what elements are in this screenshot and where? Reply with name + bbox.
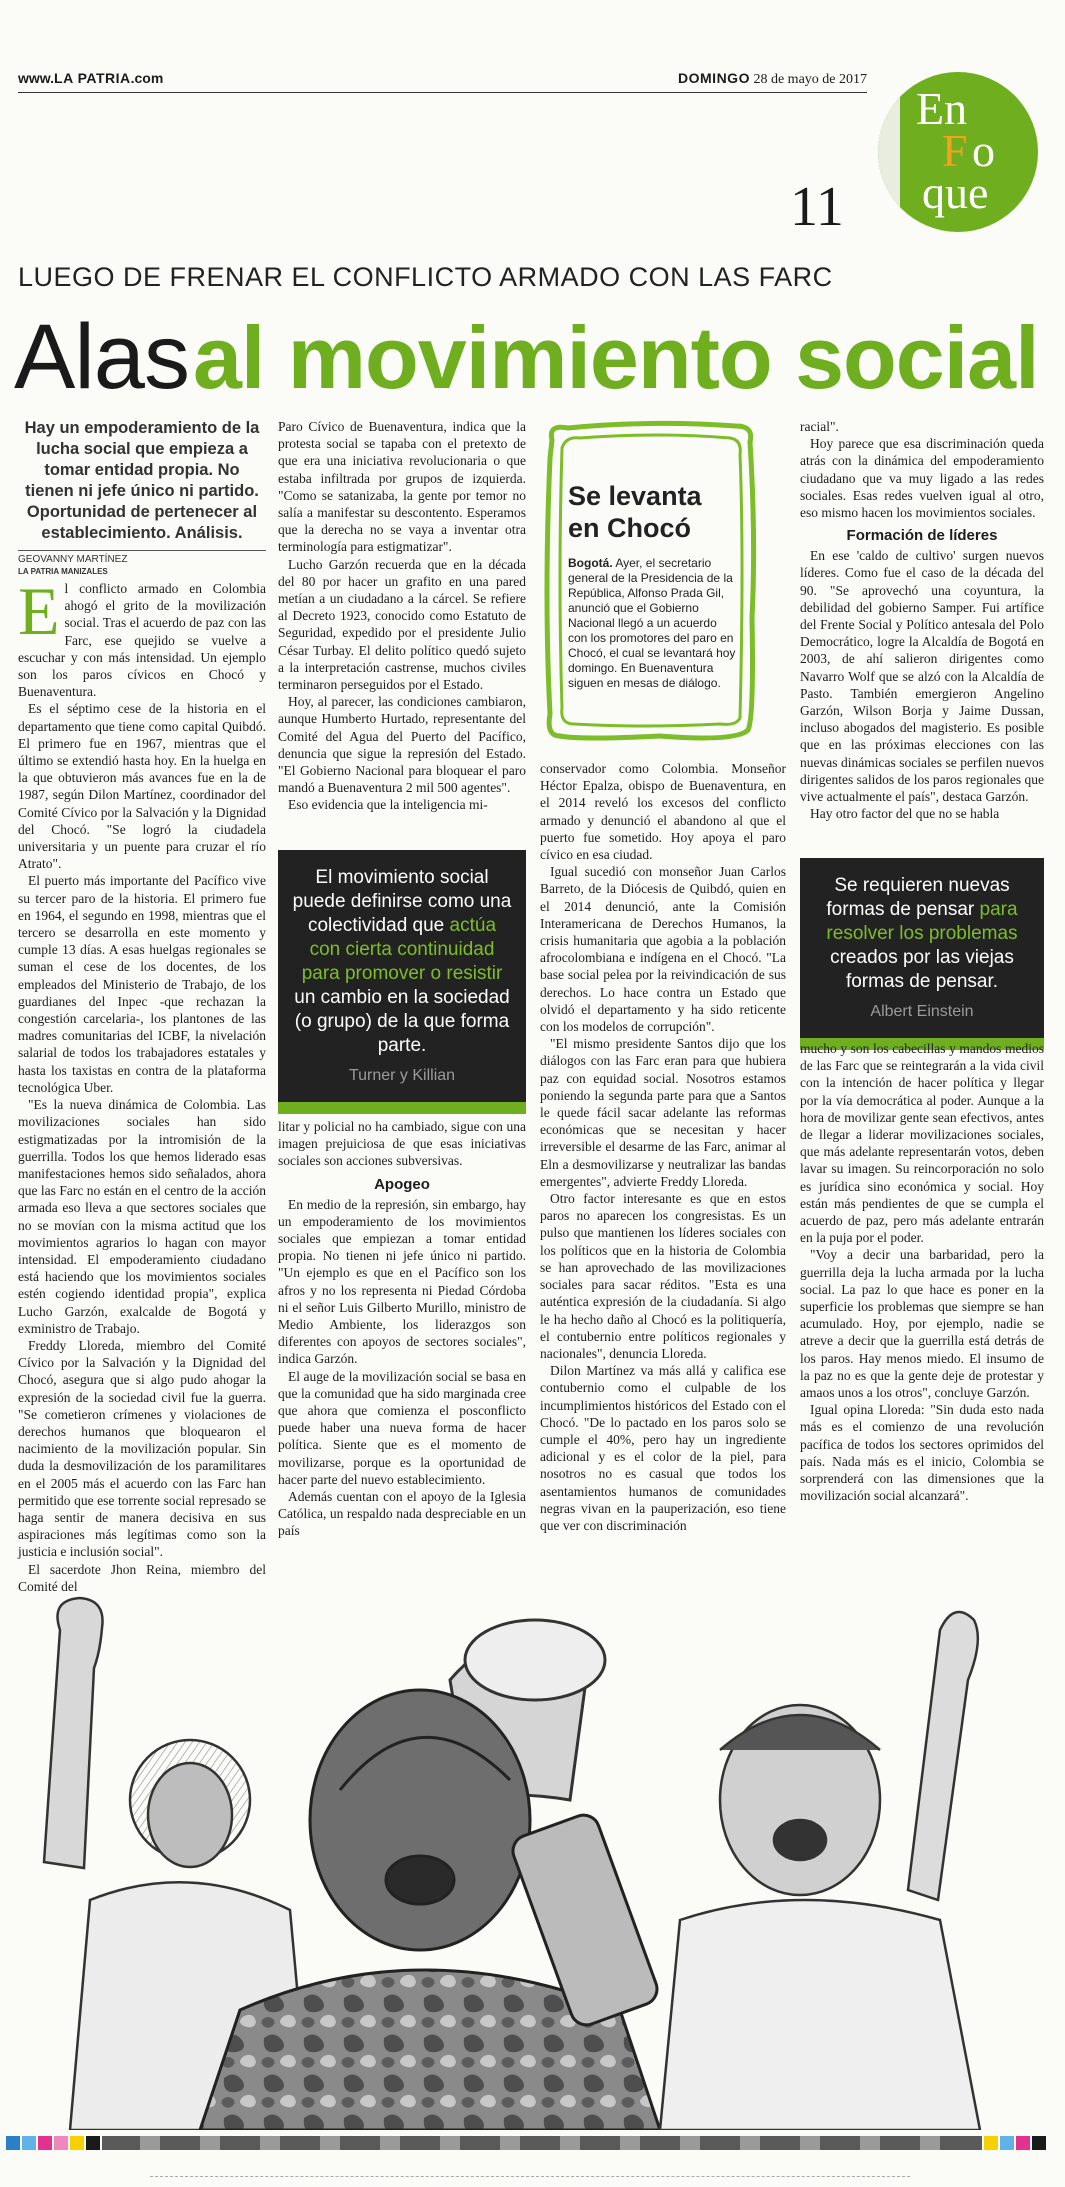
article-column-4-top: racial". Hoy parece que esa discriminación queda atrás con la dinámica del empoderamiento ciudadano que va muy ligado a las redes sociales. Esas redes vuelven igual al otro, eso mismo hacen los movimientos sociales. Formación de líderes En ese 'caldo de cultivo' surgen nuevos líderes. Como fue el caso de la década del 90. "Se aprovechó una coyuntura, la debilidad del gobierno Samper. Fui artífice del Frente Social y Político antesala del Polo Democrático, logre la Alcaldía de Bogotá en 2003, de ahí salieron dirigentes como Navarro Wolf que se alzó con la Alcaldía de Pasto. También emergieron Angelino Garzón, Wilson Borja y Jaime Dussan, incluso abogados del magisterio. Es posible que en las próximas elecciones con las nuevas dinámicas sociales se perfilen nuevos dirigentes salidos de los paros regionales que vive actualmente el país", destaca Garzón. Hay otro factor del que no se habla bbox=[800, 419, 1044, 822]
headline: Alas al movimiento social bbox=[14, 306, 1039, 408]
article-column-2-bottom: litar y policial no ha cambiado, sigue con una imagen prejuiciosa de que esas iniciativas sociales son acciones subversivas. Apogeo En medio de la represión, sin embargo, hay un empoderamiento de los movimientos sociales que empiezan a tomar entidad propia. No tienen ni jefe único ni partido. "Un ejemplo es que en el Pacífico son los afros y no los representa ni Piedad Córdoba ni el señor Luis Gilberto Murillo, ministro de Medio Ambiente, los liderazgos son diferentes con apoyos de sectores sociales", indica Garzón. El auge de la movilización social se basa en que la comunidad que ha sido marginada cree que ahora que comienza el posconflicto puede haber una nueva forma de hacer política. Siente que es el momento de movilizarse, porque es la oportunidad de hacer parte del nuevo establecimiento. Además cuentan con el apoyo de la Iglesia Católica, un respaldo nada despreciable en un país bbox=[278, 1119, 526, 1539]
subhead-formacion-lideres: Formación de líderes bbox=[846, 527, 998, 545]
article-column-2-top: Paro Cívico de Buenaventura, indica que la protesta social se tapaba con el pretexto de que era una iniciativa revolucionaria o que estaba infiltrada por grupos de izquierda. "Como se satanizaba, la gente por temor no salía a manifestar su descontento. Esperamos que la derecha no se vaya a inventar otra terminología para estigmatizar". Lucho Garzón recuerda que en la década del 80 por hacer un grafito en una pared metían a un ciudadano a la cárcel. Se refiere al Decreto 1923, conocido como Estatuto de Seguridad, expedido por el presidente Julio César Turbay. El delito político quedó sujeto a la interpretación castrense, muchos civiles terminaron perseguidos por el Estado. Hoy, al parecer, las condiciones cambiaron, aunque Humberto Hurtado, representante del Comité del Agua del Puerto del Pacífico, denuncia que sigue la represión del Estado. "El Gobierno Nacional para bloquear el paro mandó a Buenaventura 2 mil 500 agentes". Eso evidencia que la inteligencia mi- bbox=[278, 419, 526, 813]
site-url: www.LA PATRIA.com bbox=[18, 70, 164, 86]
drop-cap: E bbox=[18, 573, 60, 649]
page-number: 11 bbox=[790, 176, 844, 238]
sidebar-title: Se levanta en Chocó bbox=[568, 481, 702, 543]
quote-box-turner-killian: El movimiento social puede definirse como una colectividad que actúa con cierta continuidad para promover o resistir un cambio en la sociedad (o grupo) de la que forma parte. Turner y Killian bbox=[278, 850, 526, 1114]
subhead-apogeo: Apogeo bbox=[374, 1175, 430, 1193]
article-column-3: conservador como Colombia. Monseñor Héctor Epalza, obispo de Buenaventura, en el 2014 reveló los excesos del conflicto armado y denunció el abandono al que el puerto fue sometido. Hoy apoya el paro cívico en esa ciudad. Igual sucedió con monseñor Juan Carlos Barreto, de la Diócesis de Quibdó, quien en el 2014 denunció, ante la Comisión Interamericana de Derechos Humanos, la crisis humanitaria que agobia a la población afrocolombiana e indígena en el Chocó. "La base social pelea por la reivindicación de sus derechos. Lo hace contra un Estado que olvidó el departamento y ha sido reticente con los modelos de corrupción". "El mismo presidente Santos dijo que los diálogos con las Farc eran para que hubiera paz con equidad social. Nosotros estamos poniendo la segunda parte para que a Santos le quede fácil sacar adelante las reformas económicas que se necesitan y hacer irreversible el desarme de las Farc, animar al Eln a desmovilizarse y neutralizar las bandas emergentes", advierte Freddy Lloreda. Otro factor interesante es que en estos paros no aparecen los congresistas. Es un pulso que mantienen los líderes sociales con los políticos que en la historia de Colombia se han aprovechado de las movilizaciones sociales para sacar réditos. "Esta es una auténtica expresión de la ciudadanía. Si algo le ha hecho daño al Chocó es la politiquería, el contubernio entre políticos regionales y nacionales", denuncia Lloreda. Dilon Martínez va más allá y califica ese contubernio como el culpable de los incumplimientos históricos del Estado con el Chocó. "De lo pactado en los paros solo se cumple el 40%, pero hay un ingrediente adicional y es el color de la piel, para nosotros no es casual que todos los asentamientos humanos de comunidades negras vivan en la pauperización, eso tiene que ver con discriminación bbox=[540, 761, 786, 1533]
quote-box-einstein: Se requieren nuevas formas de pensar para resolver los problemas creados por las viejas formas de pensar. Albert Einstein bbox=[800, 858, 1044, 1050]
quote-author: Turner y Killian bbox=[348, 1067, 456, 1084]
protest-illustration bbox=[20, 1590, 1050, 2130]
protester-man-right bbox=[660, 1612, 980, 2130]
article-column-4-bottom: mucho y son los cabecillas y mandos medios de las Farc que se reintegrarán a la vida civil con la intención de hacer política y llegar por la vía democrática al poder. Aunque a la hora de movilizar gente sean efectivos, antes de llegar a liderar movilizaciones sociales, que más adelante representarán votos, deben lavar su imagen. Su reincorporación no solo es jurídica sino económica y social. Hoy están más pendientes de que se cumpla el acuerdo de paz, pero más adelante entrarán en la puja por el poder. "Voy a decir una barbaridad, pero la guerrilla deja la lucha armada por la lucha social. La paz lo que hace es poner en la superficie los problemas que siempre se han acumulado. Hoy, por ejemplo, nadie se atreve a decir que la guerrilla está detrás de los paros. Hay menos miedo. El insumo de la paz no es que la gente deje de protestar y amaos unos a los otros", concluye Garzón. Igual opina Lloreda: "Sin duda esto nada más es el comienzo de una revolución pacífica de todos los sectores oprimidos del país. Nada más es el inicio, Colombia se sorprenderá con las dimensiones que la movilización social alcanzará". bbox=[800, 1041, 1044, 1504]
quote-author: Albert Einstein bbox=[870, 1003, 974, 1020]
sidebar-body: Bogotá. Ayer, el secretario general de la Presidencia de la República, Alfonso Prada Gil, anunció que el Gobierno Nacional llegó a un acuerdo con los promotores del paro en Chocó, el cual se levantará hoy domingo. En Buenaventura siguen en mesas de diálogo. bbox=[568, 556, 736, 690]
sidebar-se-levanta-en-choco bbox=[540, 418, 760, 748]
trim-line bbox=[150, 2176, 910, 2177]
lead-paragraph: Hay un empoderamiento de la lucha social que empieza a tomar entidad propia. No tienen ni jefe único ni partido. Oportunidad de pertenecer al establecimiento. Análisis. bbox=[24, 419, 260, 542]
section-logo-enfoque: En F o que bbox=[878, 72, 1038, 232]
issue-date: DOMINGO 28 de mayo de 2017 bbox=[678, 70, 867, 87]
kicker: LUEGO DE FRENAR EL CONFLICTO ARMADO CON LAS FARC bbox=[18, 262, 833, 292]
byline: GEOVANNY MARTÍNEZ LA PATRIA MANIZALES bbox=[18, 550, 266, 576]
header-rule bbox=[18, 92, 867, 93]
article-column-1: El conflicto armado en Colombia ahogó el grito de la movilización social. Tras el acuerdo de paz con las Farc, ese quejido se vuelve a escuchar y con más intensidad. Un ejemplo son los paros cívicos en Chocó y Buenaventura. Es el séptimo cese de la historia en el departamento que tiene como capital Quibdó. El primero fue en 1967, mientras que el último se extendió hasta hoy. En la huelga en la que obtuvieron más avances fue en la de 1987, según Dilon Martínez, coordinador del Comité Cívico por la Salvación y la Dignidad del Chocó. "Se logró la ciudadela universitaria y un puente para cruzar el río Atrato". El puerto más importante del Pacífico vive su tercer paro de la historia. El primero fue en 1964, el segundo en 1998, mientras que el tercero se desarrolla en este momento y cumple 13 días. A esas huelgas regionales se suman el cese de los docentes, de los empleados del Ministerio de Trabajo, de los guardianes del Inpec -que rechazan la congestión carcelaria-, los plantones de las madres comunitarias del ICBF, la nivelación salarial de todos los trabajadores estatales y hasta los taxistas en contra de la plataforma tecnológica Uber. "Es la nueva dinámica de Colombia. Las movilizaciones sociales han sido estigmatizadas por la intromisión de la guerrilla. Todos los que hemos liderado esas manifestaciones hemos sido señalados, ahora que las Farc no están en el centro de la acción armada eso lleva a que sectores sociales que no se movían con la misma actitud que los movimientos agrarios lo hagan con mayor intensidad. El empoderamiento ciudadano está haciendo que los movimientos sociales estén cogiendo identidad propia", explica Lucho Garzón, exalcalde de Bogotá y exministro de Trabajo. Freddy Lloreda, miembro del Comité Cívico por la Salvación y la Dignidad del Chocó, asegura que si algo pudo ahogar la expresión de la sociedad civil fue la guerra. "Se cometieron crímenes y violaciones de derechos humanos que bloquearon el nacimiento de la movilización popular. Sin duda la desmovilización de los paramilitares en el 2005 más el acuerdo con las Farc han permitido que ese torrente social represado se haga sentir de manera decisiva en sus aspiraciones más legítimas como son la justicia e inclusión social". El sacerdote Jhon Reina, miembro del Comité del bbox=[18, 573, 266, 1594]
color-calibration-strip bbox=[0, 2134, 1065, 2152]
